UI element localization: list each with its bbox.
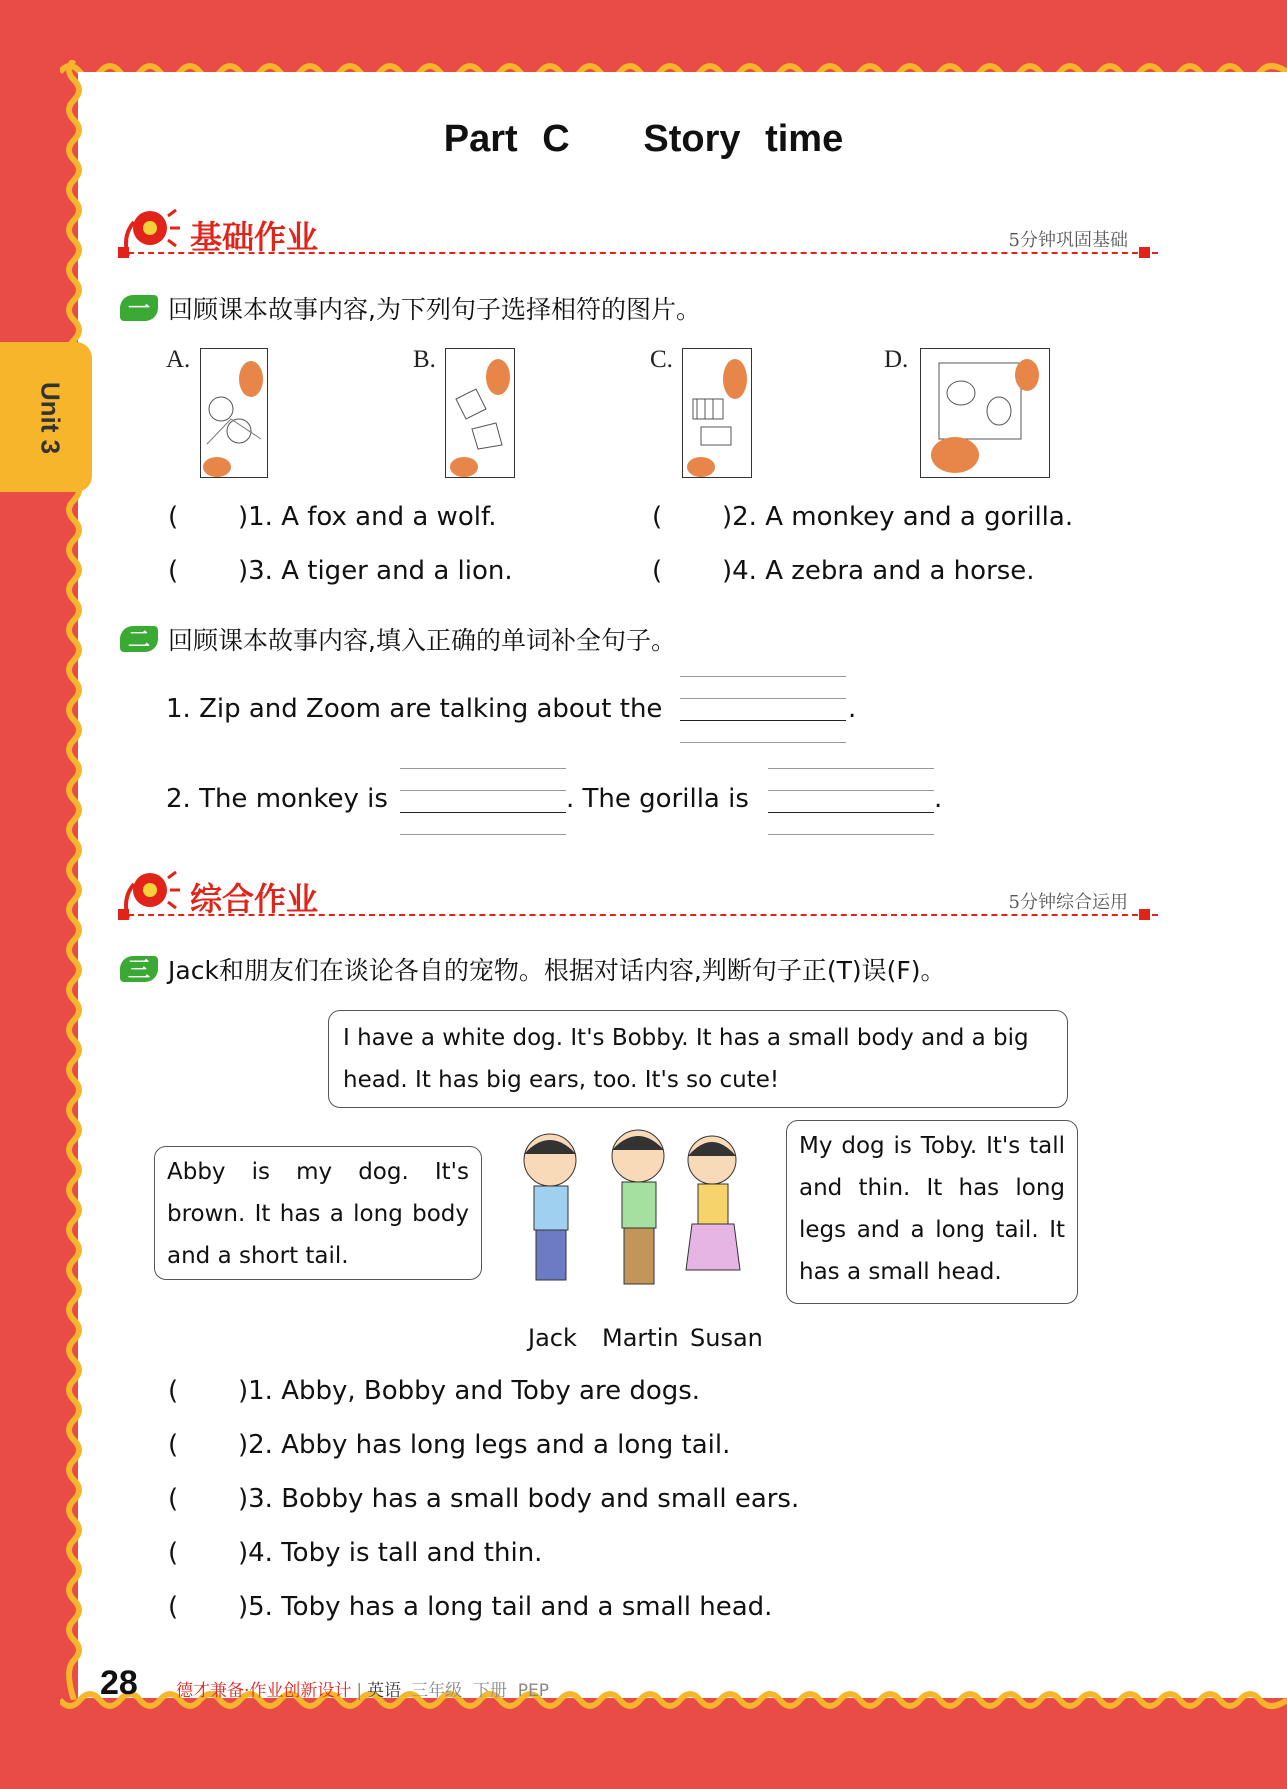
section-title: 综合作业 [190, 880, 319, 918]
picture-option-b [413, 346, 523, 480]
item-text: )1. A fox and a wolf. [238, 502, 497, 532]
footer-info [176, 1676, 549, 1701]
picture-frame [200, 348, 268, 478]
question-1-item [168, 502, 496, 532]
item-text: )2. Abby has long legs and a long tail. [238, 1430, 731, 1460]
question-instruction: Jack和朋友们在谈论各自的宠物。根据对话内容,判断句子正(T)误(F)。 [168, 956, 946, 985]
item-text: )5. Toby has a long tail and a small head. [238, 1592, 773, 1622]
item-text: )4. A zebra and a horse. [722, 556, 1035, 586]
zebra-horse-illustration [683, 349, 751, 477]
picture-letter: D. [884, 346, 909, 373]
page-number: 28 [100, 1664, 138, 1702]
answer-bracket[interactable]: ( [168, 502, 179, 532]
item-text: )1. Abby, Bobby and Toby are dogs. [238, 1376, 701, 1406]
section-header-basic [118, 208, 1158, 262]
left-wavy-border [50, 60, 84, 1700]
question-instruction: 回顾课本故事内容,填入正确的单词补全句子。 [168, 626, 676, 655]
question-2-sentence-2 [166, 784, 388, 814]
question-3-header [120, 952, 946, 986]
name-label-jack: Jack [528, 1324, 577, 1352]
picture-letter: C. [650, 346, 673, 373]
unit-tab [0, 342, 92, 492]
rule-end-marker [1139, 909, 1150, 920]
sentence-end: . [934, 784, 943, 814]
answer-bracket[interactable]: ( [168, 1538, 179, 1568]
question-3-item [168, 1538, 542, 1568]
fox-wolf-illustration [446, 349, 514, 477]
page-title: Part C Story time [443, 118, 844, 160]
question-3-item [168, 1484, 799, 1514]
section-note: 5分钟综合运用 [1008, 892, 1128, 913]
question-1-item [652, 556, 1035, 586]
sentence-text: . The gorilla is [566, 784, 749, 814]
answer-blank[interactable] [400, 768, 566, 838]
answer-bracket[interactable]: ( [168, 556, 179, 586]
picture-option-c [650, 346, 760, 480]
tiger-lion-illustration [201, 349, 267, 477]
footer-brand: 德才兼备·作业创新设计 [176, 1681, 352, 1701]
answer-bracket[interactable]: ( [168, 1484, 179, 1514]
speech-bubble-martin: I have a white dog. It's Bobby. It has a small body and a big head. It has big ears, too. It's so cute! [328, 1010, 1068, 1108]
speech-bubble-susan: My dog is Toby. It's tall and thin. It has long legs and a long tail. It has a small head. [786, 1120, 1078, 1304]
answer-bracket[interactable]: ( [168, 1430, 179, 1460]
sentence-text: 2. The monkey is [166, 784, 388, 814]
rule-end-marker [118, 909, 129, 920]
question-3-item [168, 1430, 730, 1460]
sentence-text: 1. Zip and Zoom are talking about the [166, 694, 663, 724]
answer-blank[interactable] [768, 768, 934, 838]
question-3-item [168, 1592, 772, 1622]
picture-option-d [884, 346, 1054, 480]
question-instruction: 回顾课本故事内容,为下列句子选择相符的图片。 [168, 295, 701, 324]
item-text: )2. A monkey and a gorilla. [722, 502, 1074, 532]
speech-bubble-jack: Abby is my dog. It's brown. It has a long body and a short tail. [154, 1146, 482, 1280]
rule-end-marker [1139, 247, 1150, 258]
question-2-header [120, 622, 676, 656]
children-illustration [500, 1120, 770, 1320]
answer-bracket[interactable]: ( [652, 556, 663, 586]
question-1-item [652, 502, 1073, 532]
question-3-item [168, 1376, 700, 1406]
section-rule [118, 914, 1158, 916]
monkey-gorilla-illustration [921, 349, 1049, 477]
question-2-sentence-1 [166, 694, 662, 724]
section-header-comprehensive [118, 870, 1158, 924]
footer-subject: 英语 [367, 1681, 402, 1701]
answer-bracket[interactable]: ( [652, 502, 663, 532]
rule-end-marker [118, 247, 129, 258]
answer-bracket[interactable]: ( [168, 1376, 179, 1406]
picture-frame [445, 348, 515, 478]
footer-separator: | [356, 1681, 363, 1701]
section-rule [118, 252, 1158, 254]
answer-bracket[interactable]: ( [168, 1592, 179, 1622]
footer-grade: 三年级 下册 PEP [411, 1681, 549, 1701]
item-text: )4. Toby is tall and thin. [238, 1538, 543, 1568]
picture-option-a [166, 346, 276, 480]
answer-blank[interactable] [680, 676, 846, 746]
name-label-susan: Susan [690, 1324, 763, 1352]
picture-frame [682, 348, 752, 478]
question-badge: 二 [120, 626, 158, 652]
question-badge: 一 [120, 295, 158, 321]
picture-letter: A. [166, 346, 191, 373]
question-1-header [120, 291, 701, 325]
item-text: )3. Bobby has a small body and small ears. [238, 1484, 800, 1514]
question-1-item [168, 556, 513, 586]
unit-tab-label: Unit 3 [35, 381, 66, 455]
section-title: 基础作业 [190, 218, 319, 256]
section-note: 5分钟巩固基础 [1008, 230, 1128, 251]
question-badge: 三 [120, 956, 158, 982]
picture-letter: B. [413, 346, 436, 373]
sentence-end: . [848, 694, 857, 724]
name-label-martin: Martin [602, 1324, 679, 1352]
item-text: )3. A tiger and a lion. [238, 556, 513, 586]
picture-frame [920, 348, 1050, 478]
